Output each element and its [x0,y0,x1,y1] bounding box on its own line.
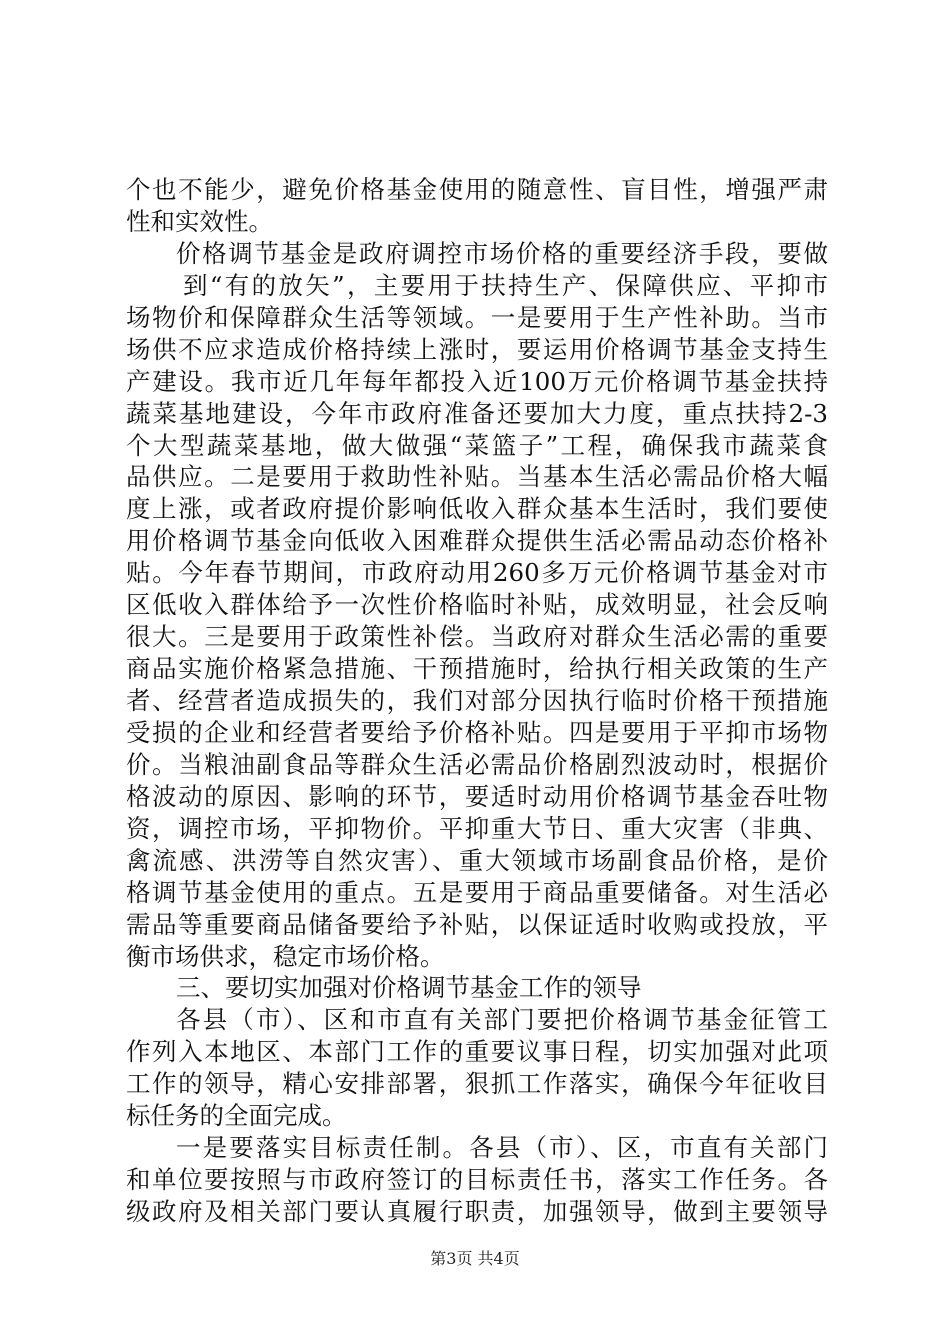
text-line: 产建设。我市近几年每年都投入近100万元价格调节基金扶持 [126,366,828,396]
text-line: 商品实施价格紧急措施、干预措施时，给执行相关政策的生产 [126,654,828,684]
text-line: 受损的企业和经营者要给予价格补贴。四是要用于平抑市场物 [126,717,828,747]
text-line: 者、经营者造成损失的，我们对部分因执行临时价格干预措施 [126,686,828,716]
text-line: 个也不能少，避免价格基金使用的随意性、盲目性，增强严肃 [126,175,828,204]
text-line: 作列入本地区、本部门工作的重要议事日程，切实加强对此项 [126,1037,828,1067]
text-line: 度上涨，或者政府提价影响低收入群众基本生活时，我们要使 [126,494,828,524]
text-line: 格调节基金使用的重点。五是要用于商品重要储备。对生活必 [126,877,828,907]
text-line: 标任务的全面完成。 [126,1101,347,1131]
text-line: 场物价和保障群众生活等领域。一是要用于生产性补助。当市 [126,302,828,332]
text-line: 禽流感、洪涝等自然灾害）、重大领域市场副食品价格，是价 [126,845,828,875]
text-line: 蔬菜基地建设，今年市政府准备还要加大力度，重点扶持2-3 [126,398,828,428]
page-footer: 第3页 共4页 [430,1249,520,1268]
text-line: 价格调节基金是政府调控市场价格的重要经济手段，要做 [176,238,828,268]
text-line: 资，调控市场，平抑物价。平抑重大节日、重大灾害（非典、 [126,813,828,843]
text-line: 和单位要按照与市政府签订的目标责任书，落实工作任务。各 [126,1165,828,1195]
text-line: 需品等重要商品储备要给予补贴，以保证适时收购或投放，平 [126,909,828,939]
text-line: 一是要落实目标责任制。各县（市）、区，市直有关部门 [176,1133,828,1163]
text-line: 格波动的原因、影响的环节，要适时动用价格调节基金吞吐物 [126,781,828,811]
text-line: 衡市场供求，稳定市场价格。 [126,941,445,971]
text-line: 性和实效性。 [126,206,273,236]
text-line: 到“有的放矢”，主要用于扶持生产、保障供应、平抑市 [183,270,828,300]
text-line: 级政府及相关部门要认真履行职责，加强领导，做到主要领导 [126,1197,828,1227]
text-line: 工作的领导，精心安排部署，狠抓工作落实，确保今年征收目 [126,1069,828,1099]
text-line: 品供应。二是要用于救助性补贴。当基本生活必需品价格大幅 [126,462,828,492]
text-line: 用价格调节基金向低收入困难群众提供生活必需品动态价格补 [126,526,828,556]
text-line: 贴。今年春节期间，市政府动用260多万元价格调节基金对市 [126,558,828,588]
text-line: 各县（市）、区和市直有关部门要把价格调节基金征管工 [176,1005,828,1035]
text-line: 个大型蔬菜基地，做大做强“菜篮子”工程，确保我市蔬菜食 [126,430,828,460]
section-heading: 三、要切实加强对价格调节基金工作的领导 [176,973,642,1003]
text-line: 很大。三是要用于政策性补偿。当政府对群众生活必需的重要 [126,622,828,652]
text-line: 场供不应求造成价格持续上涨时，要运用价格调节基金支持生 [126,334,828,364]
text-line: 价。当粮油副食品等群众生活必需品价格剧烈波动时，根据价 [126,749,828,779]
text-line: 区低收入群体给予一次性价格临时补贴，成效明显，社会反响 [126,590,828,620]
